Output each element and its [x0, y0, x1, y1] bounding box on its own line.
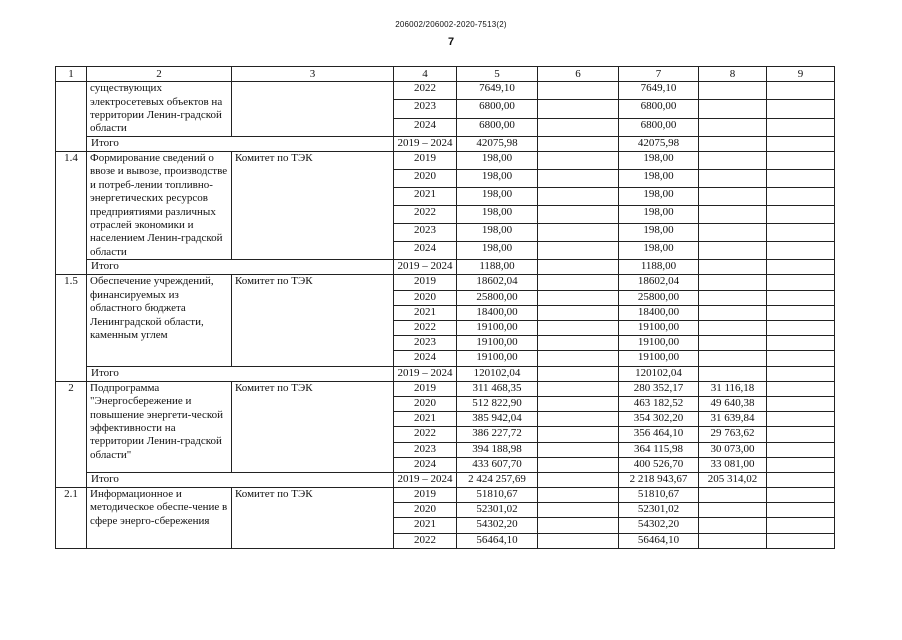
table-row	[56, 488, 835, 503]
total-other-cell	[767, 472, 835, 487]
column-header: 6	[538, 67, 619, 82]
column-header: 2	[87, 67, 232, 82]
regional-cell: 356 464,10	[619, 427, 699, 442]
federal-cell	[538, 82, 619, 100]
year-cell: 2024	[394, 242, 457, 260]
year-cell: 2019	[394, 152, 457, 170]
year-cell: 2024	[394, 457, 457, 472]
total-cell: 56464,10	[457, 533, 538, 548]
item-description: Подпрограмма "Энергосбережение и повышение энергети-ческой эффективности на территории Ленин-градской области"	[87, 381, 232, 472]
municipal-cell	[699, 305, 767, 320]
regional-cell: 18400,00	[619, 305, 699, 320]
municipal-cell	[699, 170, 767, 188]
municipal-cell	[699, 82, 767, 100]
column-header: 8	[699, 67, 767, 82]
regional-cell: 7649,10	[619, 82, 699, 100]
total-cell: 394 188,98	[457, 442, 538, 457]
total-cell: 198,00	[457, 188, 538, 206]
other-cell	[767, 336, 835, 351]
regional-cell: 25800,00	[619, 290, 699, 305]
total-other-cell	[767, 136, 835, 151]
year-cell: 2021	[394, 412, 457, 427]
year-cell: 2021	[394, 518, 457, 533]
total-other-cell	[767, 260, 835, 275]
total-row	[56, 136, 835, 151]
year-cell: 2023	[394, 442, 457, 457]
federal-cell	[538, 188, 619, 206]
other-cell	[767, 503, 835, 518]
year-cell: 2022	[394, 206, 457, 224]
year-cell: 2022	[394, 427, 457, 442]
federal-cell	[538, 170, 619, 188]
federal-cell	[538, 118, 619, 136]
total-cell: 198,00	[457, 170, 538, 188]
regional-cell: 19100,00	[619, 336, 699, 351]
table-row	[56, 82, 835, 100]
item-executor	[232, 82, 394, 137]
federal-cell	[538, 442, 619, 457]
total-label: Итого	[87, 136, 394, 151]
municipal-cell	[699, 206, 767, 224]
municipal-cell	[699, 518, 767, 533]
total-cell: 198,00	[457, 224, 538, 242]
total-cell: 198,00	[457, 152, 538, 170]
total-year-cell: 2019 – 2024	[394, 366, 457, 381]
federal-cell	[538, 503, 619, 518]
other-cell	[767, 488, 835, 503]
federal-cell	[538, 518, 619, 533]
total-federal-cell	[538, 260, 619, 275]
year-cell: 2020	[394, 170, 457, 188]
item-executor: Комитет по ТЭК	[232, 152, 394, 260]
total-federal-cell	[538, 136, 619, 151]
item-number: 1.4	[56, 152, 87, 275]
total-cell: 51810,67	[457, 488, 538, 503]
municipal-cell	[699, 503, 767, 518]
total-municipal-cell	[699, 260, 767, 275]
regional-cell: 6800,00	[619, 100, 699, 118]
regional-cell: 198,00	[619, 188, 699, 206]
regional-cell: 19100,00	[619, 351, 699, 366]
federal-cell	[538, 290, 619, 305]
regional-cell: 56464,10	[619, 533, 699, 548]
year-cell: 2023	[394, 336, 457, 351]
other-cell	[767, 351, 835, 366]
other-cell	[767, 100, 835, 118]
total-row	[56, 472, 835, 487]
year-cell: 2020	[394, 503, 457, 518]
year-cell: 2024	[394, 118, 457, 136]
total-total-cell: 42075,98	[457, 136, 538, 151]
federal-cell	[538, 152, 619, 170]
column-header: 4	[394, 67, 457, 82]
total-cell: 52301,02	[457, 503, 538, 518]
item-description: Информационное и методическое обеспе-чение в сфере энерго-сбережения	[87, 488, 232, 549]
other-cell	[767, 412, 835, 427]
federal-cell	[538, 100, 619, 118]
federal-cell	[538, 381, 619, 396]
regional-cell: 280 352,17	[619, 381, 699, 396]
year-cell: 2023	[394, 224, 457, 242]
other-cell	[767, 82, 835, 100]
municipal-cell	[699, 152, 767, 170]
total-regional-cell: 120102,04	[619, 366, 699, 381]
municipal-cell: 30 073,00	[699, 442, 767, 457]
total-cell: 6800,00	[457, 118, 538, 136]
municipal-cell: 31 116,18	[699, 381, 767, 396]
total-municipal-cell: 205 314,02	[699, 472, 767, 487]
total-cell: 19100,00	[457, 321, 538, 336]
municipal-cell: 33 081,00	[699, 457, 767, 472]
total-cell: 18602,04	[457, 275, 538, 290]
total-total-cell: 1188,00	[457, 260, 538, 275]
federal-cell	[538, 336, 619, 351]
other-cell	[767, 381, 835, 396]
table-body	[56, 67, 835, 549]
year-cell: 2023	[394, 100, 457, 118]
total-cell: 54302,20	[457, 518, 538, 533]
regional-cell: 364 115,98	[619, 442, 699, 457]
year-cell: 2020	[394, 290, 457, 305]
item-description: существующих электросетевых объектов на территории Ленин-градской области	[87, 82, 232, 137]
item-number: 1.5	[56, 275, 87, 381]
item-number: 2	[56, 381, 87, 487]
other-cell	[767, 290, 835, 305]
year-cell: 2019	[394, 275, 457, 290]
other-cell	[767, 427, 835, 442]
federal-cell	[538, 457, 619, 472]
other-cell	[767, 118, 835, 136]
item-number: 2.1	[56, 488, 87, 549]
federal-cell	[538, 533, 619, 548]
municipal-cell	[699, 118, 767, 136]
other-cell	[767, 275, 835, 290]
other-cell	[767, 206, 835, 224]
municipal-cell: 31 639,84	[699, 412, 767, 427]
other-cell	[767, 170, 835, 188]
municipal-cell	[699, 533, 767, 548]
municipal-cell: 29 763,62	[699, 427, 767, 442]
total-federal-cell	[538, 472, 619, 487]
total-other-cell	[767, 366, 835, 381]
column-header: 5	[457, 67, 538, 82]
year-cell: 2021	[394, 188, 457, 206]
year-cell: 2019	[394, 381, 457, 396]
item-executor: Комитет по ТЭК	[232, 275, 394, 366]
table-row	[56, 381, 835, 396]
year-cell: 2020	[394, 396, 457, 411]
other-cell	[767, 188, 835, 206]
total-year-cell: 2019 – 2024	[394, 136, 457, 151]
other-cell	[767, 533, 835, 548]
total-total-cell: 120102,04	[457, 366, 538, 381]
item-description: Формирование сведений о ввозе и вывозе, производстве и потреб-лении топливно-энергетических ресурсов предприятиями различных отраслей экономики и населением Ленин-градской области	[87, 152, 232, 260]
federal-cell	[538, 488, 619, 503]
column-header: 3	[232, 67, 394, 82]
total-year-cell: 2019 – 2024	[394, 260, 457, 275]
regional-cell: 54302,20	[619, 518, 699, 533]
regional-cell: 198,00	[619, 170, 699, 188]
federal-cell	[538, 427, 619, 442]
total-cell: 198,00	[457, 242, 538, 260]
federal-cell	[538, 242, 619, 260]
municipal-cell	[699, 488, 767, 503]
municipal-cell	[699, 351, 767, 366]
total-municipal-cell	[699, 136, 767, 151]
item-number	[56, 82, 87, 152]
federal-cell	[538, 412, 619, 427]
regional-cell: 400 526,70	[619, 457, 699, 472]
page-number: 7	[447, 36, 455, 48]
regional-cell: 198,00	[619, 206, 699, 224]
municipal-cell	[699, 224, 767, 242]
federal-cell	[538, 206, 619, 224]
federal-cell	[538, 351, 619, 366]
item-executor: Комитет по ТЭК	[232, 381, 394, 472]
year-cell: 2024	[394, 351, 457, 366]
municipal-cell	[699, 290, 767, 305]
year-cell: 2022	[394, 82, 457, 100]
total-cell: 386 227,72	[457, 427, 538, 442]
federal-cell	[538, 224, 619, 242]
total-cell: 6800,00	[457, 100, 538, 118]
year-cell: 2022	[394, 533, 457, 548]
federal-cell	[538, 275, 619, 290]
document-id: 206002/206002-2020-7513(2)	[395, 20, 507, 29]
total-cell: 25800,00	[457, 290, 538, 305]
total-regional-cell: 2 218 943,67	[619, 472, 699, 487]
municipal-cell	[699, 188, 767, 206]
total-municipal-cell	[699, 366, 767, 381]
year-cell: 2021	[394, 305, 457, 320]
other-cell	[767, 152, 835, 170]
total-label: Итого	[87, 366, 394, 381]
municipal-cell	[699, 321, 767, 336]
other-cell	[767, 396, 835, 411]
budget-table	[55, 66, 835, 549]
total-cell: 19100,00	[457, 336, 538, 351]
other-cell	[767, 242, 835, 260]
total-cell: 198,00	[457, 206, 538, 224]
regional-cell: 198,00	[619, 242, 699, 260]
total-cell: 385 942,04	[457, 412, 538, 427]
total-federal-cell	[538, 366, 619, 381]
regional-cell: 51810,67	[619, 488, 699, 503]
total-cell: 19100,00	[457, 351, 538, 366]
regional-cell: 198,00	[619, 224, 699, 242]
total-cell: 512 822,90	[457, 396, 538, 411]
column-header-row	[56, 67, 835, 82]
total-total-cell: 2 424 257,69	[457, 472, 538, 487]
federal-cell	[538, 396, 619, 411]
total-cell: 311 468,35	[457, 381, 538, 396]
other-cell	[767, 305, 835, 320]
item-executor: Комитет по ТЭК	[232, 488, 394, 549]
total-label: Итого	[87, 472, 394, 487]
table-row	[56, 152, 835, 170]
other-cell	[767, 457, 835, 472]
regional-cell: 463 182,52	[619, 396, 699, 411]
other-cell	[767, 321, 835, 336]
total-regional-cell: 42075,98	[619, 136, 699, 151]
year-cell: 2019	[394, 488, 457, 503]
total-cell: 433 607,70	[457, 457, 538, 472]
municipal-cell	[699, 275, 767, 290]
regional-cell: 18602,04	[619, 275, 699, 290]
year-cell: 2022	[394, 321, 457, 336]
total-year-cell: 2019 – 2024	[394, 472, 457, 487]
regional-cell: 6800,00	[619, 118, 699, 136]
total-regional-cell: 1188,00	[619, 260, 699, 275]
column-header: 7	[619, 67, 699, 82]
total-cell: 7649,10	[457, 82, 538, 100]
federal-cell	[538, 305, 619, 320]
total-cell: 18400,00	[457, 305, 538, 320]
total-row	[56, 366, 835, 381]
federal-cell	[538, 321, 619, 336]
regional-cell: 198,00	[619, 152, 699, 170]
regional-cell: 354 302,20	[619, 412, 699, 427]
total-row	[56, 260, 835, 275]
other-cell	[767, 224, 835, 242]
item-description: Обеспечение учреждений, финансируемых из областного бюджета Ленинградской области, каменным углем	[87, 275, 232, 366]
column-header: 1	[56, 67, 87, 82]
other-cell	[767, 518, 835, 533]
municipal-cell	[699, 336, 767, 351]
other-cell	[767, 442, 835, 457]
regional-cell: 19100,00	[619, 321, 699, 336]
regional-cell: 52301,02	[619, 503, 699, 518]
municipal-cell	[699, 100, 767, 118]
municipal-cell	[699, 242, 767, 260]
municipal-cell: 49 640,38	[699, 396, 767, 411]
table-row	[56, 275, 835, 290]
column-header: 9	[767, 67, 835, 82]
total-label: Итого	[87, 260, 394, 275]
